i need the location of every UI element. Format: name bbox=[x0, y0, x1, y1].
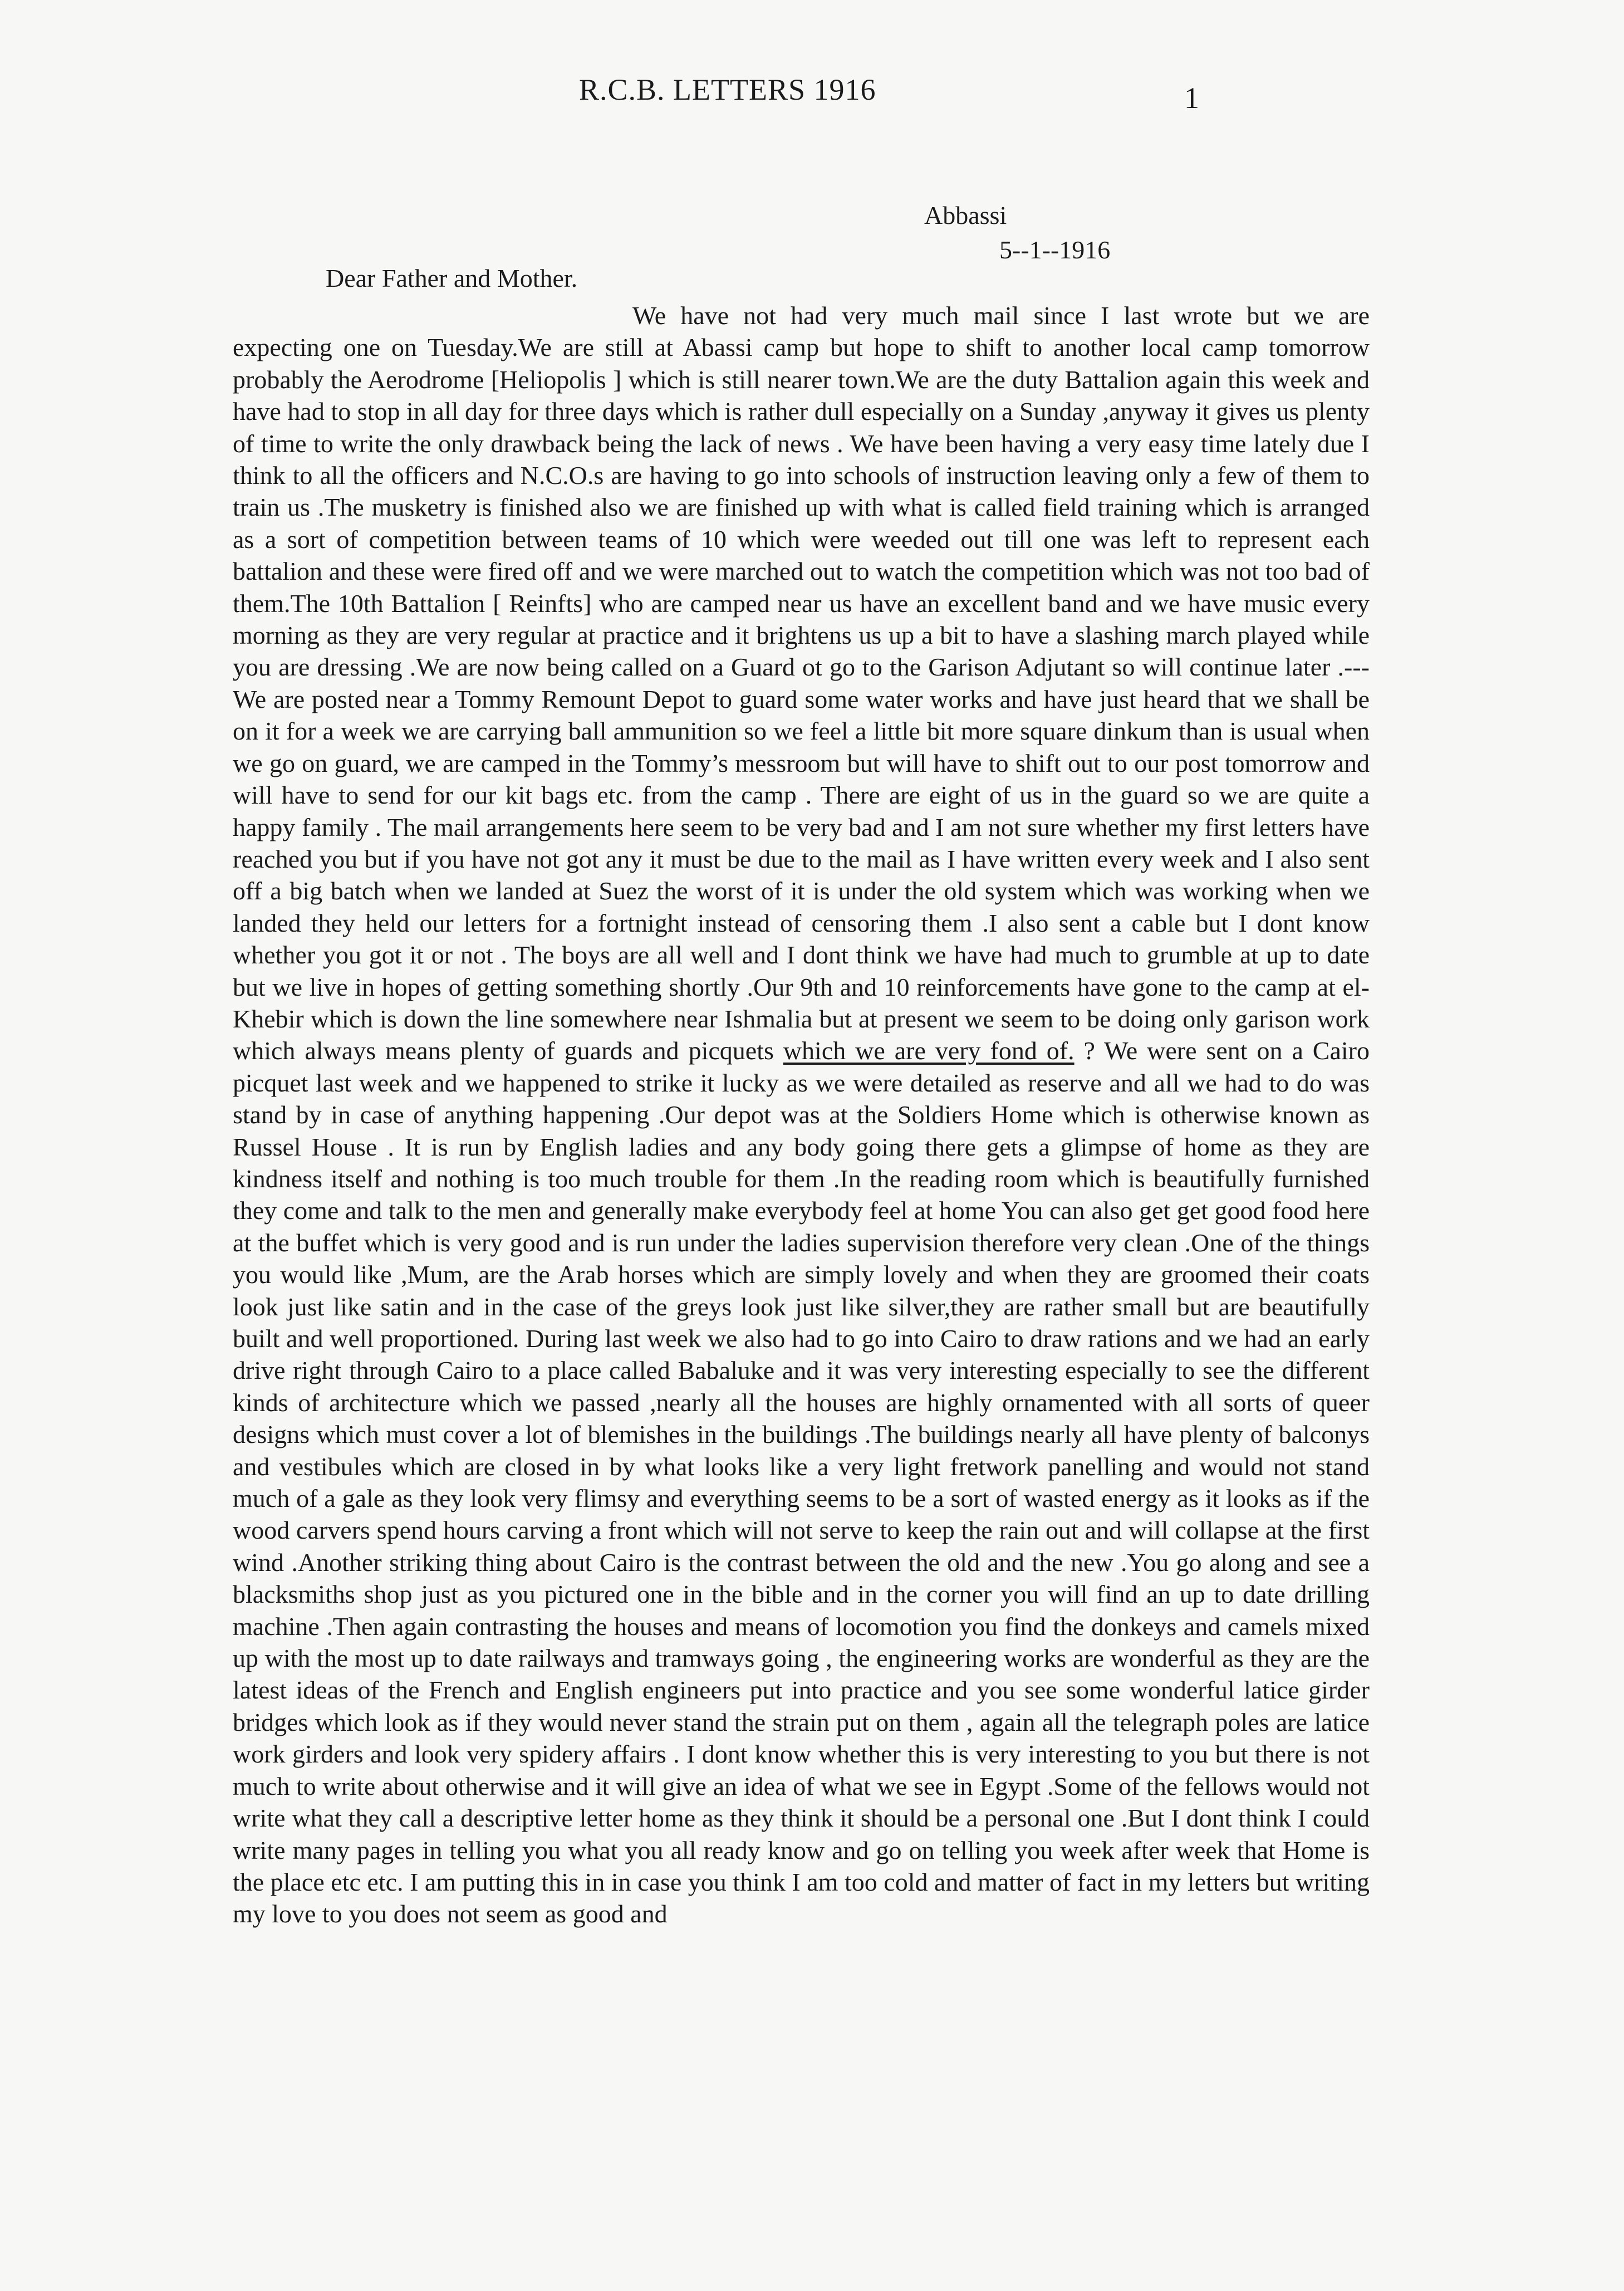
header-title: R.C.B. LETTERS 1916 bbox=[579, 73, 876, 106]
letter-date: 5--1--1916 bbox=[999, 236, 1111, 264]
letter-salutation: Dear Father and Mother. bbox=[326, 264, 578, 292]
page-number: 1 bbox=[1184, 81, 1199, 115]
letter-body-text-part-1: We have not had very much mail since I last wrote but we are expecting one on Tuesday.We are still at Abassi camp but hope to shift to another local camp tomorrow probably the Aerodrome [Heliopolis ] which is still nearer town.We are the duty Battalion again this week and have had to stop in all day for three days which is rather dull especially on a Sunday ,anyway it gives us plenty of time to write the only drawback being the lack of news . We have been having a very easy time lately due I think to all the officers and N.C.O.s are having to go into schools of instruction leaving only a few of them to train us .The musketry is finished also we are finished up with what is called field training which is arranged as a sort of competition between teams of 10 which were weeded out till one was left to represent each battalion and these were fired off and we were marched out to watch the competition which was not too bad of them.The 10th Battalion [ Reinfts] who are camped near us have an excellent band and we have music every morning as they are very regular at practice and it brightens us up a bit to have a slashing march played while you are dressing .We are now being called on a Guard ot go to the Garison Adjutant so will continue later .---We are posted near a Tommy Remount Depot to guard some water works and have just heard that we shall be on it for a week we are carrying ball ammunition so we feel a little bit more square dinkum than is usual when we go on guard, we are camped in the Tommy’s messroom but will have to shift out to our post tomorrow and will have to send for our kit bags etc. from the camp . There are eight of us in the guard so we are quite a happy family . The mail arrangements here seem to be very bad and I am not sure whether my first letters have reached you but if you have not got any it must be due to the mail as I have written every week and I also sent off a big batch when we landed at Suez the worst of it is under the old system which was working when we landed they held our letters for a fortnight instead of censoring them .I also sent a cable but I dont know whether you got it or not . The boys are all well and I dont think we have had much to grumble at up to date but we live in hopes of getting something shortly .Our 9th and 10 reinforcements have gone to the camp at el- Khebir which is down the line somewhere near Ishmalia but at present we seem to be doing only garison work which always means plenty of guards and picquets bbox=[233, 301, 1370, 1065]
underlined-phrase: which we are very fond of. bbox=[783, 1036, 1075, 1065]
letter-place: Abbassi bbox=[924, 201, 1007, 229]
page-header bbox=[0, 72, 1624, 117]
letter-body-text-part-2: ? We were sent on a Cairo picquet last week and we happened to strike it lucky as we were detailed as reserve and all we had to do was stand by in case of anything happening .Our depot was at the Soldiers Home which is otherwise known as Russel House . It is run by English ladies and any body going there gets a glimpse of home as they are kindness itself and nothing is too much trouble for them .In the reading room which is beautifully furnished they come and talk to the men and generally make everybody feel at home You can also get get good food here at the buffet which is very good and is run under the ladies supervision therefore very clean .One of the things you would like ,Mum, are the Arab horses which are simply lovely and when they are groomed their coats look just like satin and in the case of the greys look just like silver,they are rather small but are beautifully built and well proportioned. During last week we also had to go into Cairo to draw rations and we had an early drive right through Cairo to a place called Babaluke and it was very interesting especially to see the different kinds of architecture which we passed ,nearly all the houses are highly ornamented with all sorts of queer designs which must cover a lot of blemishes in the buildings .The buildings nearly all have plenty of balconys and vestibules which are closed in by what looks like a very light fretwork panelling and would not stand much of a gale as they look very flimsy and everything seems to be a sort of wasted energy as it looks as if the wood carvers spend hours carving a front which will not serve to keep the rain out and will collapse at the first wind .Another striking thing about Cairo is the contrast between the old and the new .You go along and see a blacksmiths shop just as you pictured one in the bible and in the corner you will find an up to date drilling machine .Then again contrasting the houses and means of locomotion you find the donkeys and camels mixed up with the most up to date railways and tramways going , the engineering works are wonderful as they are the latest ideas of the French and English engineers put into practice and you see some wonderful latice girder bridges which look as if they would never stand the strain put on them , again all the telegraph poles are latice work girders and look very spidery affairs . I dont know whether this is very interesting to you but there is not much to write about otherwise and it will give an idea of what we see in Egypt .Some of the fellows would not write what they call a descriptive letter home as they think it should be a personal one .But I dont think I could write many pages in telling you what you all ready know and go on telling you week after week that Home is the place etc etc. I am putting this in in case you think I am too cold and matter of fact in my letters but writing my love to you does not seem as good and bbox=[233, 1036, 1370, 1928]
letter-body bbox=[233, 300, 1370, 1930]
